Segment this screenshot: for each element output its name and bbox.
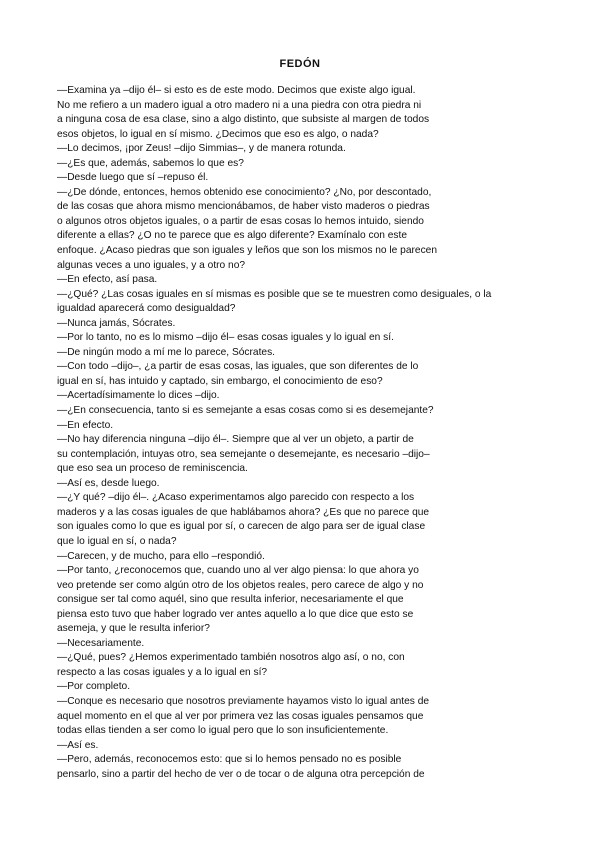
text-line: —Así es. (57, 739, 99, 751)
text-line: o algunos otros objetos iguales, o a partir de esas cosas lo hemos intuido, siendo (57, 215, 424, 227)
text-line: —De ningún modo a mí me lo parece, Sócrates. (57, 346, 276, 358)
text-line: son iguales como lo que es igual por sí, o carecen de algo para ser de igual clase (57, 521, 426, 533)
text-line: —Lo decimos, ¡por Zeus! –dijo Simmias–, y de manera rotunda. (57, 143, 346, 155)
text-line: aquel momento en el que al ver por primera vez las cosas iguales pensamos que (57, 710, 424, 722)
text-line: —Necesariamente. (57, 637, 145, 649)
text-line: todas ellas tienden a ser como lo igual pero que lo son insuficientemente. (57, 725, 389, 737)
text-line: —¿En consecuencia, tanto si es semejante a esas cosas como si es desemejante? (57, 405, 434, 417)
text-line: —¿Qué? ¿Las cosas iguales en sí mismas es posible que se te muestren como desiguales, o la (57, 288, 492, 300)
text-line: esos objetos, lo igual en sí mismo. ¿Decimos que eso es algo, o nada? (57, 128, 379, 140)
text-line: —Nunca jamás, Sócrates. (57, 317, 176, 329)
text-line: —Carecen, y de mucho, para ello –respondió. (57, 550, 265, 562)
text-line: respecto a las cosas iguales y a lo igual en sí? (57, 666, 268, 678)
text-line: —Con todo –dijo–, ¿a partir de esas cosas, las iguales, que son diferentes de lo (57, 361, 419, 373)
text-line: piensa esto tuvo que haber logrado ver antes aquello a lo que dice que esto se (57, 608, 414, 620)
text-line: diferente a ellas? ¿O no te parece que es algo diferente? Examínalo con este (57, 230, 407, 242)
text-line: —Acertadísimamente lo dices –dijo. (57, 390, 220, 402)
text-line: —Desde luego que sí –repuso él. (57, 172, 209, 184)
text-line: pensarlo, sino a partir del hecho de ver o de tocar o de alguna otra percepción de (57, 768, 425, 780)
text-line: No me refiero a un madero igual a otro madero ni a una piedra con otra piedra ni (57, 99, 422, 111)
text-line: igual en sí, has intuido y captado, sin embargo, el conocimiento de eso? (57, 375, 383, 387)
text-line: —¿Y qué? –dijo él–. ¿Acaso experimentamos algo parecido con respecto a los (57, 492, 415, 504)
text-line: —Por tanto, ¿reconocemos que, cuando uno al ver algo piensa: lo que ahora yo (57, 565, 419, 577)
text-line: algunas veces a uno iguales, y a otro no? (57, 259, 246, 271)
text-line: veo pretende ser como algún otro de los objetos reales, pero carece de algo y no (57, 579, 424, 591)
document-body (57, 84, 547, 782)
text-line: asemeja, y que le resulta inferior? (57, 623, 210, 635)
text-line: maderos y a las cosas iguales de que hablábamos ahora? ¿Es que no parece que (57, 506, 430, 518)
text-line: que eso sea un proceso de reminiscencia. (57, 463, 248, 475)
text-line: —No hay diferencia ninguna –dijo él–. Siempre que al ver un objeto, a partir de (57, 434, 414, 446)
text-line: —En efecto. (57, 419, 114, 431)
text-line: de las cosas que ahora mismo mencionábamos, de haber visto maderos o piedras (57, 201, 430, 213)
text-line: —¿Es que, además, sabemos lo que es? (57, 157, 244, 169)
text-line: igualdad aparecerá como desigualdad? (57, 303, 236, 315)
text-line: a ninguna cosa de esa clase, sino a algo distinto, que subsiste al margen de todos (57, 114, 430, 126)
text-line: —¿Qué, pues? ¿Hemos experimentado también nosotros algo así, o no, con (57, 652, 405, 664)
text-line: —Pero, además, reconocemos esto: que si lo hemos pensado no es posible (57, 754, 402, 766)
text-line: —Por completo. (57, 681, 131, 693)
document-title: FEDÓN (279, 58, 321, 70)
text-line: —¿De dónde, entonces, hemos obtenido ese conocimiento? ¿No, por descontado, (57, 186, 432, 198)
text-line: —En efecto, así pasa. (57, 274, 158, 286)
text-line: su contemplación, intuyas otro, sea semejante o desemejante, es necesario –dijo– (57, 448, 430, 460)
text-line: consigue ser tal como aquél, sino que resulta inferior, necesariamente el que (57, 594, 404, 606)
text-line: —Así es, desde luego. (57, 477, 160, 489)
text-line: —Examina ya –dijo él– si esto es de este modo. Decimos que existe algo igual. (57, 85, 416, 96)
text-line: enfoque. ¿Acaso piedras que son iguales y leños que son los mismos no le parecen (57, 245, 437, 257)
text-line: que lo igual en sí, o nada? (57, 535, 177, 547)
text-line: —Por lo tanto, no es lo mismo –dijo él– esas cosas iguales y lo igual en sí. (57, 332, 394, 344)
text-line: —Conque es necesario que nosotros previamente hayamos visto lo igual antes de (57, 695, 430, 707)
